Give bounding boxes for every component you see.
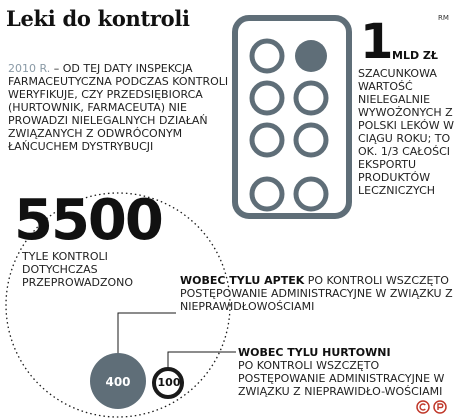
billion-unit: MLD ZŁ bbox=[392, 49, 438, 62]
wholesalers-connector-line bbox=[168, 352, 236, 371]
pharmacies-lead: WOBEC TYLU APTEK bbox=[180, 274, 305, 287]
copyright-icons bbox=[416, 400, 450, 417]
wholesalers-value: 100 bbox=[157, 376, 181, 389]
wholesalers-text bbox=[238, 346, 453, 398]
intro-year: 2010 R. bbox=[8, 62, 51, 75]
copyright-icon bbox=[416, 400, 450, 414]
wholesalers-lead: WOBEC TYLU HURTOWNI bbox=[238, 346, 391, 359]
billion-value: 1 bbox=[360, 14, 392, 70]
pharmacies-text bbox=[180, 274, 455, 313]
controls-description: TYLE KONTROLI DOTYCHCZAS PRZEPROWADZONO bbox=[22, 250, 134, 289]
pharmacies-body: PO KONTROLI WSZCZĘTO POSTĘPOWANIE ADMINISTRACYJNE W ZWIĄZKU Z NIEPRAWIDŁOWOŚCIAMI bbox=[180, 274, 453, 313]
controls-value: 5500 bbox=[14, 188, 162, 253]
wholesalers-body: PO KONTROLI WSZCZĘTO POSTĘPOWANIE ADMINISTRACYJNE W ZWIĄZKU Z NIEPRAWIDŁO-WOŚCIAMI bbox=[238, 359, 445, 398]
author-credit: RM bbox=[438, 14, 449, 22]
page-title: Leki do kontroli bbox=[6, 6, 190, 31]
intro-body: – OD TEJ DATY INSPEKCJA FARMACEUTYCZNA PODCZAS KONTROLI WERYFIKUJE, CZY PRZEDSIĘBIORCA (HURTOWNIK, FARMACEUTA) NIE PROWADZI NIELEGALNYCH DZIAŁAŃ ZWIĄZANYCH Z ODWRÓCONYM ŁAŃCUCHEM DYSTRYBUCJI bbox=[8, 62, 229, 153]
billion-description: SZACUNKOWA WARTOŚĆ NIELEGALNIE WYWOŻONYCH Z POLSKI LEKÓW W CIĄGU ROKU; TO OK. 1/3 CAŁOŚCI EKSPORTU PRODUKTÓW LECZNICZYCH bbox=[358, 67, 454, 197]
pharmacies-value: 400 bbox=[105, 375, 131, 389]
pharmacies-connector-line bbox=[118, 313, 176, 354]
